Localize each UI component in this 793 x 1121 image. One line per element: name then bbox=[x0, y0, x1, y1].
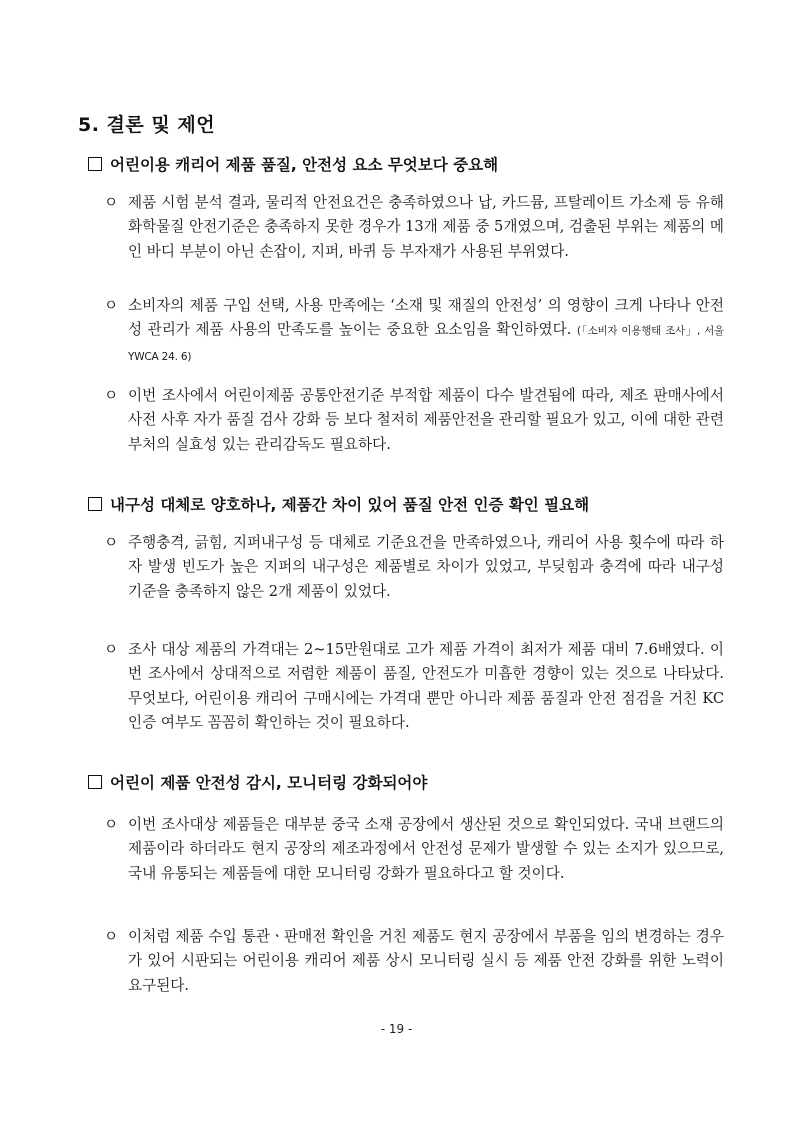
bullet-item bbox=[104, 531, 724, 604]
circle-bullet-icon: ㅇ bbox=[104, 387, 119, 404]
circle-bullet-icon: ㅇ bbox=[104, 816, 119, 833]
section-title-3 bbox=[88, 771, 427, 793]
section-title-2 bbox=[88, 493, 589, 515]
bullet-text: 이번 조사대상 제품들은 대부분 중국 소재 공장에서 생산된 것으로 확인되었다. 국내 브랜드의 제품이라 하더라도 현지 공장의 제조과정에서 안전성 문제가 발생할 수 있는 소지가 있으므로, 국내 유통되는 제품들에 대한 모니터링 강화가 필요하다고 할 것이다. bbox=[128, 816, 724, 882]
section-title-text: 내구성 대체로 양호하나, 제품간 차이 있어 품질 안전 인증 확인 필요해 bbox=[110, 496, 590, 514]
bullet-text: 소비자의 제품 구입 선택, 사용 만족에는 ‘소재 및 재질의 안전성’ 의 영향이 크게 나타나 안전성 관리가 제품 사용의 만족도를 높이는 중요한 요소임을 확인하였다. bbox=[128, 297, 724, 339]
bullet-item bbox=[104, 925, 724, 998]
circle-bullet-icon: ㅇ bbox=[104, 297, 119, 314]
section-title-text: 어린이용 캐리어 제품 품질, 안전성 요소 무엇보다 중요해 bbox=[110, 156, 499, 174]
bullet-item bbox=[104, 294, 724, 369]
circle-bullet-icon: ㅇ bbox=[104, 534, 119, 551]
checkbox-square-icon bbox=[88, 157, 102, 171]
bullet-text: 이번 조사에서 어린이제품 공통안전기준 부적합 제품이 다수 발견됨에 따라, 제조 판매사에서 사전 사후 자가 품질 검사 강화 등 보다 철저히 제품안전을 관리할 필요가 있고, 이에 대한 관련 부처의 실효성 있는 관리감독도 필요하다. bbox=[128, 387, 724, 453]
bullet-text: 조사 대상 제품의 가격대는 2~15만원대로 고가 제품 가격이 최저가 제품 대비 7.6배였다. 이번 조사에서 상대적으로 저렴한 제품이 품질, 안전도가 미흡한 경향이 있는 것으로 나타났다. 무엇보다, 어린이용 캐리어 구매시에는 가격대 뿐만 아니라 제품 품질과 안전 점검을 거친 KC인증 여부도 꼼꼼히 확인하는 것이 필요하다. bbox=[128, 641, 724, 732]
bullet-item bbox=[104, 638, 724, 736]
page-heading: 5. 결론 및 제언 bbox=[78, 114, 216, 136]
section-title-1 bbox=[88, 153, 498, 175]
circle-bullet-icon: ㅇ bbox=[104, 928, 119, 945]
bullet-text: 이처럼 제품 수입 통관ㆍ판매전 확인을 거친 제품도 현지 공장에서 부품을 임의 변경하는 경우가 있어 시판되는 어린이용 캐리어 제품 상시 모니터링 실시 등 제품 안전 강화를 위한 노력이 요구된다. bbox=[128, 928, 724, 994]
bullet-text: 제품 시험 분석 결과, 물리적 안전요건은 충족하였으나 납, 카드뮴, 프탈레이트 가소제 등 유해화학물질 안전기준은 충족하지 못한 경우가 13개 제품 중 5개였으며, 검출된 부위는 제품의 메인 바디 부분이 아닌 손잡이, 지퍼, 바퀴 등 부자재가 사용된 부위였다. bbox=[128, 194, 724, 260]
checkbox-square-icon bbox=[88, 775, 102, 789]
circle-bullet-icon: ㅇ bbox=[104, 641, 119, 658]
bullet-item bbox=[104, 384, 724, 457]
page-number: - 19 - bbox=[380, 1022, 413, 1036]
bullet-text: 주행충격, 긁힘, 지퍼내구성 등 대체로 기준요건을 만족하였으나, 캐리어 사용 횟수에 따라 하자 발생 빈도가 높은 지퍼의 내구성은 제품별로 차이가 있었고, 부딪힘과 충격에 따라 내구성 기준을 충족하지 않은 2개 제품이 있었다. bbox=[128, 534, 724, 600]
checkbox-square-icon bbox=[88, 497, 102, 511]
source-citation: (「소비자 이용행태 조사」, 서울YWCA 24. 6) bbox=[128, 325, 725, 363]
bullet-item bbox=[104, 813, 724, 886]
circle-bullet-icon: ㅇ bbox=[104, 194, 119, 211]
section-title-text: 어린이 제품 안전성 감시, 모니터링 강화되어야 bbox=[110, 774, 428, 792]
bullet-item bbox=[104, 191, 724, 264]
